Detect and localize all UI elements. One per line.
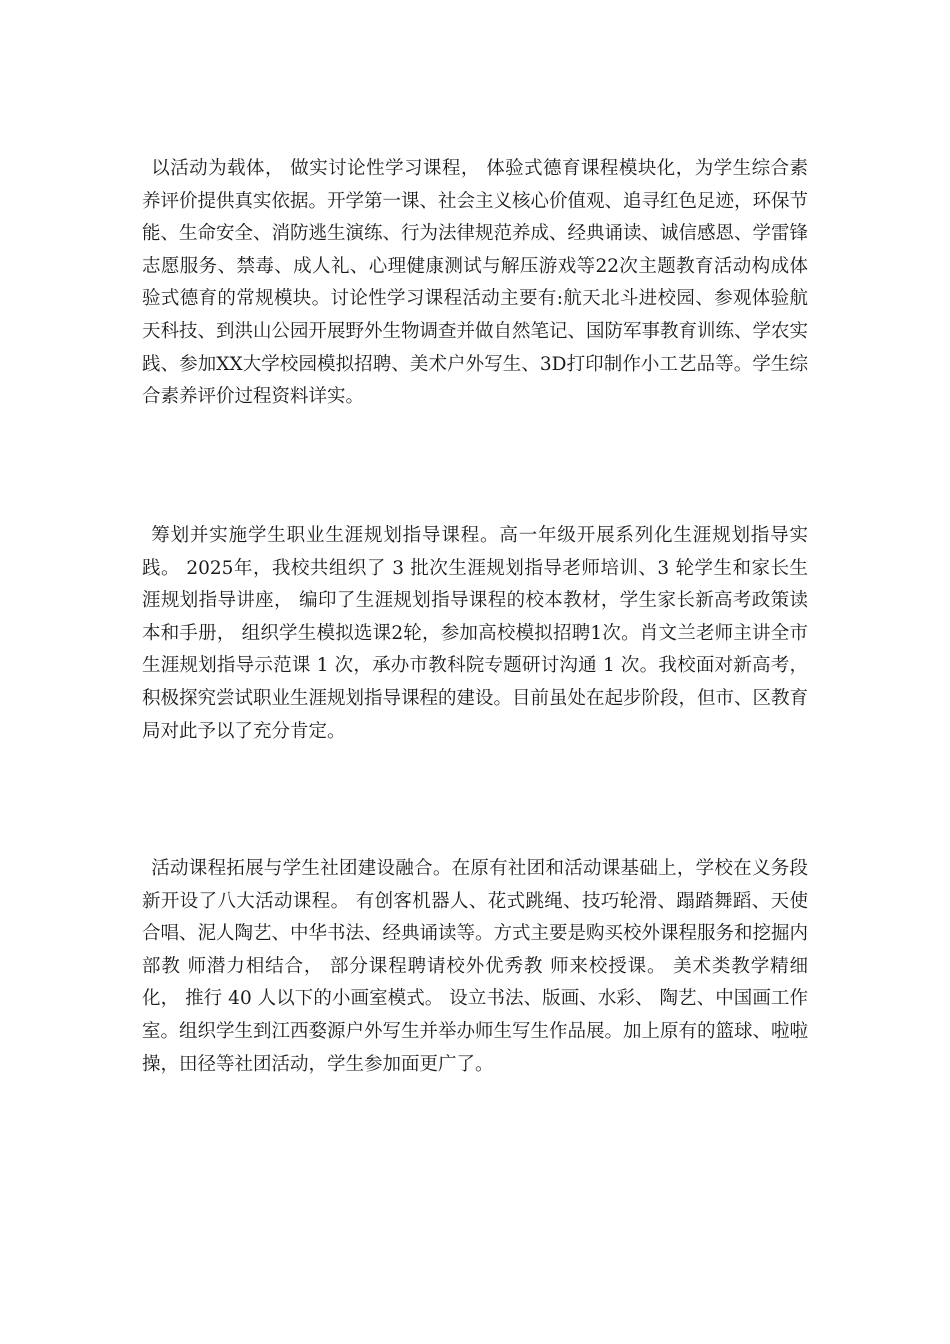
paragraph-career-planning-course: 筹划并实施学生职业生涯规划指导课程。高一年级开展系列化生涯规划指导实践。 2025年，我校共组织了 3 批次生涯规划指导老师培训、3 轮学生和家长生涯规划指导讲座， 编印了生涯规划指导课程的校本教材，学生家长新高考政策读本和手册， 组织学生模拟选课2轮，参加高校模拟招聘1次。肖文兰老师主讲全市生涯规划指导示范课 1 次，承办市教科院专题研讨沟通 1 次。我校面对新高考， 积极探究尝试职业生涯规划指导课程的建设。目前虽处在起步阶段，但市、区教育局对此予以了充分肯定。 bbox=[142, 525, 809, 742]
paragraph-activity-courses-clubs: 活动课程拓展与学生社团建设融合。在原有社团和活动课基础上，学校在义务段新开设了八大活动课程。 有创客机器人、花式跳绳、技巧轮滑、蹋踏舞蹈、天使合唱、泥人陶艺、中华书法、经典诵读等。方式主要是购买校外课程服务和挖掘内部教 师潜力相结合， 部分课程聘请校外优秀教 师来校授课。 美术类教学精细化， 推行 40 人以下的小画室模式。 设立书法、版画、水彩、 陶艺、中国画工作室。组织学生到江西婺源户外写生并举办师生写生作品展。加上原有的篮球、啦啦操，田径等社团活动，学生参加面更广了。 bbox=[142, 858, 809, 1075]
paragraph-moral-education-activities: 以活动为载体， 做实讨论性学习课程， 体验式德育课程模块化，为学生综合素养评价提供真实依据。开学第一课、社会主义核心价值观、追寻红色足迹，环保节能、生命安全、消防逃生演练、行为法律规范养成、经典诵读、诚信感恩、学雷锋志愿服务、禁毒、成人礼、心理健康测试与解压游戏等22次主题教育活动构成体验式德育的常规模块。讨论性学习课程活动主要有:航天北斗进校园、参观体验航天科技、到洪山公园开展野外生物调查并做自然笔记、国防军事教育训练、学农实践、参加XX大学校园模拟招聘、美术户外写生、3D打印制作小工艺品等。学生综合素养评价过程资料详实。 bbox=[142, 158, 809, 408]
